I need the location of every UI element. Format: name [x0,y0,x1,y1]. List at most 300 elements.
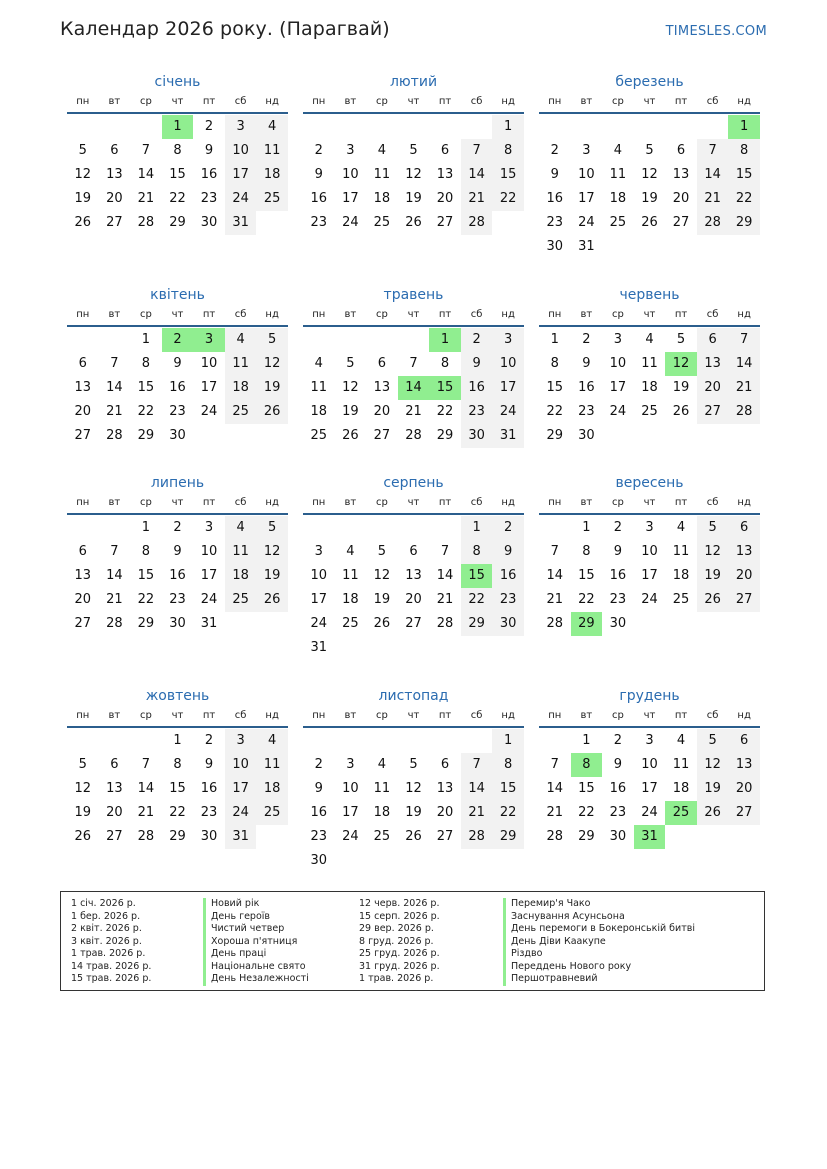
weekday-label: ср [375,309,388,320]
day-cell: 17 [609,380,627,395]
day-cell: 6 [78,544,87,559]
legend-holiday-name: Переддень Нового року [503,961,695,974]
day-cell: 23 [609,592,627,607]
weekday-label: вт [580,309,593,320]
day-cell: 25 [373,829,391,844]
day-cell: 2 [204,119,214,134]
day-cell: 1 [173,733,182,748]
day-cell: 19 [74,191,92,206]
day-cell: 14 [697,163,729,187]
day-cell: 1 [141,332,151,347]
day-cell: 12 [641,167,658,182]
day-cell: 24 [578,215,595,230]
day-cell: 18 [373,805,391,820]
day-cell: 29 [436,428,454,443]
day-cell: 21 [137,805,155,820]
day-cell: 12 [74,781,92,796]
day-cell: 23 [546,215,564,230]
month-name: вересень [615,475,684,491]
day-cell: 6 [110,757,119,772]
day-cell: 1 [582,520,591,535]
month-block [539,473,760,636]
day-cell: 26 [697,588,729,612]
header-divider [303,325,524,327]
weekday-label: пн [312,96,326,107]
day-cell: 16 [461,376,493,400]
day-cell: 30 [546,239,564,254]
day-cell: 4 [346,544,355,559]
empty-cell [539,516,571,540]
day-cell: 7 [409,356,418,371]
header-divider [67,726,288,728]
legend-dates-right [359,898,440,986]
day-cell: 7 [550,757,559,772]
weekday-label: пн [312,710,326,721]
day-cell: 18 [672,568,690,583]
weekday-label: ср [139,710,152,721]
weekday-label: пт [438,309,452,320]
legend-date: 15 серп. 2026 р. [359,910,440,922]
empty-cell [571,115,603,139]
header-divider [539,513,760,515]
day-cell: 19 [405,191,422,206]
day-cell: 20 [436,191,454,206]
day-cell: 10 [578,167,595,182]
day-cell: 1 [141,520,151,535]
day-cell: 14 [436,568,454,583]
legend-holiday-name: День перемоги в Бокеронській битві [503,923,695,936]
day-cell: 20 [728,564,760,588]
weekday-label: ср [375,96,388,107]
day-cell: 29 [546,428,564,443]
day-cell: 4 [676,733,686,748]
weekday-label: вт [580,710,593,721]
weekday-label: чт [407,309,420,320]
weekday-label: ср [375,710,388,721]
day-cell: 31 [225,211,257,235]
weekday-label: нд [737,96,751,107]
day-cell: 7 [697,139,729,163]
day-cell: 4 [645,332,654,347]
day-cell: 17 [578,191,595,206]
month-name: грудень [619,688,680,704]
day-cell: 15 [492,777,524,801]
empty-cell [602,115,634,139]
day-cell: 25 [225,400,257,424]
day-cell: 1 [492,115,524,139]
weekday-label: пт [438,96,452,107]
day-cell: 12 [342,380,359,395]
legend-date: 2 квіт. 2026 р. [71,923,142,934]
holiday-day-cell: 8 [571,753,603,777]
legend-holiday-name: Хороша п'ятниця [203,936,309,949]
day-cell: 5 [697,516,729,540]
day-cell: 3 [645,520,654,535]
weekday-header [539,706,760,726]
day-cell: 21 [546,805,564,820]
day-cell: 16 [609,781,627,796]
weekday-label: сб [470,96,483,107]
weekday-label: пн [548,96,562,107]
legend-date: 8 груд. 2026 р. [359,935,434,947]
day-cell: 19 [672,380,690,395]
header-divider [303,726,524,728]
day-cell: 15 [728,163,760,187]
day-cell: 22 [137,404,155,419]
day-cell: 24 [641,592,658,607]
day-cell: 26 [74,829,92,844]
day-cell: 6 [728,729,760,753]
day-cell: 2 [613,520,623,535]
day-cell: 7 [440,544,450,559]
day-cell: 9 [613,544,623,559]
holiday-day-cell: 1 [162,115,194,139]
day-cell: 28 [728,400,760,424]
day-cell: 2 [173,520,182,535]
day-cell: 27 [106,215,123,230]
day-cell: 14 [106,568,123,583]
holiday-day-cell: 2 [162,328,194,352]
day-cell: 24 [225,801,257,825]
month-block [67,473,288,636]
day-cell: 5 [346,356,355,371]
weekday-label: пн [76,497,90,508]
month-name: березень [615,74,684,90]
month-block [67,686,288,849]
day-cell: 1 [550,332,559,347]
day-cell: 6 [377,356,387,371]
day-cell: 17 [641,781,658,796]
day-cell: 29 [578,829,595,844]
day-cell: 22 [546,404,564,419]
legend-date: 15 трав. 2026 р. [71,973,152,984]
day-cell: 7 [110,544,119,559]
day-cell: 19 [342,404,359,419]
day-cell: 14 [546,568,564,583]
day-cell: 23 [200,805,218,820]
day-cell: 24 [200,404,218,419]
day-cell: 22 [492,801,524,825]
day-cell: 15 [137,568,155,583]
legend-date: 1 трав. 2026 р. [359,973,434,984]
day-grid [67,328,288,448]
day-cell: 10 [225,139,257,163]
day-cell: 6 [676,143,686,158]
day-cell: 5 [409,757,418,772]
legend-date: 3 квіт. 2026 р. [71,935,142,947]
day-cell: 4 [676,520,686,535]
day-cell: 21 [137,191,155,206]
weekday-label: пн [312,497,326,508]
day-cell: 16 [492,564,524,588]
weekday-label: пт [202,309,216,320]
day-cell: 20 [436,805,454,820]
day-cell: 16 [169,568,186,583]
day-cell: 6 [440,143,450,158]
day-cell: 3 [314,544,323,559]
day-cell: 28 [461,211,493,235]
day-cell: 26 [697,801,729,825]
day-cell: 10 [342,167,359,182]
day-cell: 26 [641,215,658,230]
day-cell: 11 [225,540,257,564]
day-cell: 22 [137,592,155,607]
weekday-label: чт [171,710,184,721]
weekday-label: вт [344,96,357,107]
month-block [67,285,288,448]
day-grid [303,729,524,873]
day-cell: 19 [697,564,729,588]
holiday-day-cell: 12 [665,352,697,376]
day-cell: 7 [141,143,151,158]
site-link[interactable]: TIMESLES.COM [665,24,767,39]
day-cell: 13 [436,167,454,182]
month-name: січень [154,74,201,90]
day-cell: 8 [728,139,760,163]
holiday-day-cell: 3 [193,328,225,352]
weekday-label: сб [234,309,247,320]
day-cell: 5 [256,516,288,540]
weekday-label: сб [234,497,247,508]
day-cell: 13 [436,781,454,796]
day-cell: 14 [137,781,155,796]
day-cell: 23 [310,215,328,230]
day-cell: 20 [405,592,422,607]
day-cell: 11 [641,356,658,371]
legend-holiday-name: День праці [203,948,309,961]
month-block [303,285,524,448]
day-cell: 11 [256,753,288,777]
weekday-label: чт [171,497,184,508]
day-cell: 17 [342,805,359,820]
day-cell: 17 [342,191,359,206]
day-cell: 5 [409,143,418,158]
day-cell: 6 [78,356,87,371]
weekday-label: пт [674,309,688,320]
day-cell: 19 [405,805,422,820]
day-cell: 28 [106,616,123,631]
day-cell: 22 [169,805,186,820]
day-cell: 21 [461,801,493,825]
weekday-label: пт [202,497,216,508]
day-cell: 27 [672,215,690,230]
day-cell: 28 [546,829,564,844]
holiday-day-cell: 29 [571,612,603,636]
legend-holiday-name: Національне свято [203,961,309,974]
weekday-label: пт [438,497,452,508]
legend-date: 14 трав. 2026 р. [71,960,152,972]
day-cell: 7 [141,757,151,772]
day-cell: 23 [609,805,627,820]
day-cell: 14 [461,163,493,187]
day-cell: 22 [436,404,454,419]
day-cell: 17 [200,568,218,583]
day-cell: 20 [672,191,690,206]
day-cell: 19 [74,805,92,820]
weekday-header [303,305,524,325]
day-cell: 12 [405,167,422,182]
weekday-label: нд [737,309,751,320]
day-cell: 10 [310,568,328,583]
day-cell: 6 [440,757,450,772]
empty-cell [67,115,99,139]
empty-cell [130,729,162,753]
day-cell: 19 [697,777,729,801]
weekday-label: вт [580,96,593,107]
day-cell: 15 [169,781,186,796]
day-grid [303,516,524,660]
day-cell: 23 [310,829,328,844]
empty-cell [429,729,461,753]
legend-names-left [203,898,309,986]
day-grid [539,729,760,849]
day-cell: 15 [169,167,186,182]
day-cell: 21 [106,592,123,607]
day-cell: 5 [78,143,87,158]
legend-dates-left [71,898,151,986]
day-cell: 16 [310,191,328,206]
day-cell: 28 [546,616,564,631]
day-cell: 22 [728,187,760,211]
legend-holiday-name: Чистий четвер [203,923,309,936]
day-cell: 8 [550,356,559,371]
day-grid [303,328,524,448]
day-cell: 12 [256,352,288,376]
day-cell: 8 [582,544,591,559]
month-name: квітень [150,287,205,303]
day-cell: 4 [225,516,257,540]
day-cell: 30 [492,612,524,636]
weekday-label: вт [108,309,121,320]
day-cell: 23 [169,592,186,607]
day-grid [67,115,288,235]
day-grid [67,516,288,636]
empty-cell [99,729,131,753]
weekday-header [303,706,524,726]
day-cell: 18 [672,781,690,796]
day-cell: 11 [672,544,690,559]
weekday-label: ср [611,497,624,508]
weekday-label: сб [470,497,483,508]
day-cell: 23 [492,588,524,612]
weekday-label: сб [234,710,247,721]
empty-cell [335,328,367,352]
day-cell: 28 [461,825,493,849]
day-cell: 26 [256,400,288,424]
day-cell: 17 [200,380,218,395]
day-cell: 20 [373,404,391,419]
day-cell: 6 [697,328,729,352]
weekday-label: пт [674,497,688,508]
day-cell: 20 [106,191,123,206]
legend-holiday-name: День Незалежності [203,973,309,986]
weekday-label: пн [548,710,562,721]
day-cell: 9 [204,143,214,158]
weekday-label: пт [202,96,216,107]
day-cell: 1 [461,516,493,540]
day-cell: 3 [645,733,654,748]
day-cell: 16 [169,380,186,395]
month-block [539,72,760,259]
empty-cell [303,328,335,352]
weekday-label: пт [438,710,452,721]
day-cell: 31 [225,825,257,849]
day-cell: 13 [106,167,123,182]
legend-holiday-name: Різдво [503,948,695,961]
day-cell: 9 [314,167,323,182]
day-cell: 5 [676,332,686,347]
day-cell: 27 [106,829,123,844]
day-cell: 28 [697,211,729,235]
day-cell: 21 [546,592,564,607]
day-cell: 3 [346,143,355,158]
weekday-label: пн [76,96,90,107]
day-cell: 15 [492,163,524,187]
weekday-header [539,493,760,513]
day-cell: 5 [377,544,387,559]
day-cell: 6 [409,544,418,559]
legend-date: 31 груд. 2026 р. [359,960,440,972]
day-cell: 27 [436,215,454,230]
header-divider [539,112,760,114]
day-cell: 24 [310,616,328,631]
empty-cell [461,729,493,753]
day-cell: 18 [256,163,288,187]
day-cell: 30 [461,424,493,448]
day-cell: 23 [461,400,493,424]
day-cell: 4 [225,328,257,352]
day-grid [67,729,288,849]
header-divider [303,513,524,515]
month-name: листопад [378,688,449,704]
day-cell: 29 [728,211,760,235]
day-cell: 13 [74,568,92,583]
day-cell: 4 [256,115,288,139]
day-cell: 22 [169,191,186,206]
day-cell: 11 [373,167,391,182]
day-cell: 17 [641,568,658,583]
day-cell: 8 [141,544,151,559]
weekday-label: чт [407,710,420,721]
day-cell: 18 [256,777,288,801]
empty-cell [366,115,398,139]
day-cell: 3 [613,332,623,347]
day-cell: 25 [373,215,391,230]
day-cell: 24 [609,404,627,419]
weekday-label: чт [171,96,184,107]
holiday-day-cell: 15 [429,376,461,400]
weekday-header [67,92,288,112]
day-cell: 16 [546,191,564,206]
day-cell: 29 [169,829,186,844]
legend-holiday-name: Заснування Асунсьона [503,911,695,924]
legend-holiday-name: Перемир'я Чако [503,898,695,911]
day-cell: 18 [225,376,257,400]
empty-cell [539,729,571,753]
weekday-label: сб [706,96,719,107]
empty-cell [398,115,430,139]
weekday-header [303,92,524,112]
day-cell: 13 [373,380,391,395]
day-cell: 10 [200,544,218,559]
day-cell: 10 [609,356,627,371]
empty-cell [429,115,461,139]
day-cell: 25 [641,404,658,419]
weekday-label: ср [375,497,388,508]
day-cell: 17 [310,592,328,607]
day-cell: 25 [310,428,328,443]
day-cell: 29 [137,616,155,631]
